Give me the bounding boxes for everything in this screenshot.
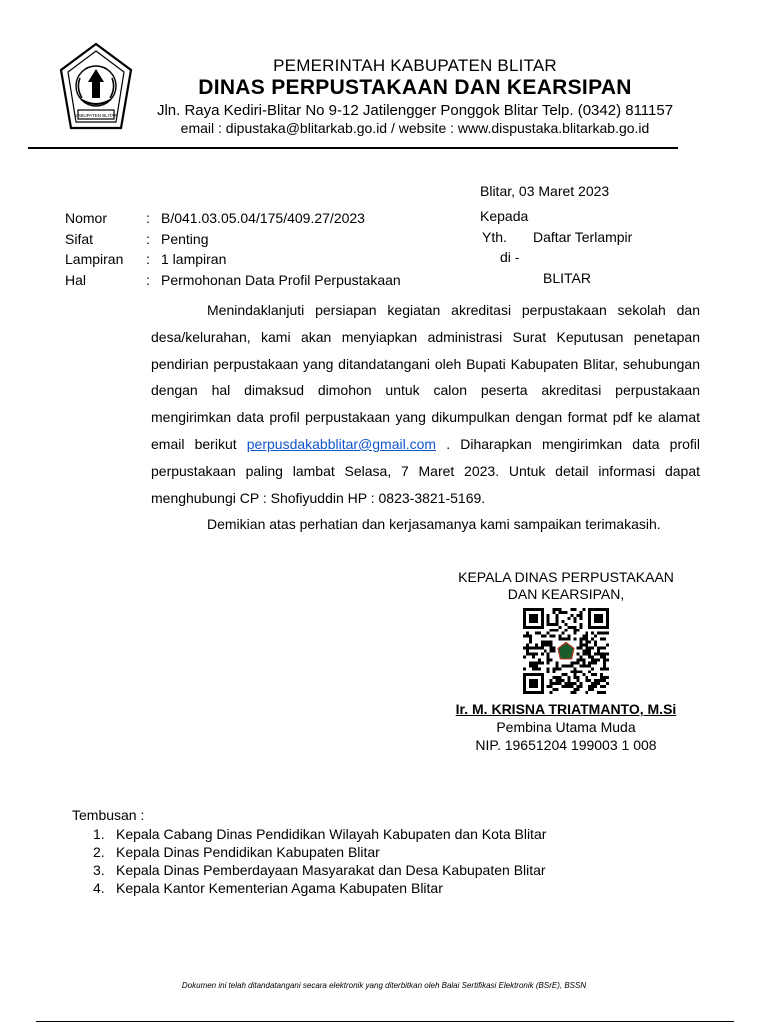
- qr-code-icon: [523, 608, 609, 694]
- body-paragraph-1: [151, 297, 700, 511]
- addressee-yth: Yth.: [482, 229, 507, 245]
- body-p1-tail: . Diharapkan mengirimkan data profil perpustakaan paling lambat Selasa, 7 Maret 2023. Untuk detail informasi dapat menghubungi CP : Shofiyuddin HP : 0823-3821-5169.: [151, 435, 700, 506]
- signatory-name: Ir. M. KRISNA TRIATMANTO, M.Si: [455, 701, 677, 717]
- signature-title: [420, 569, 712, 603]
- meta-key: Lampiran: [65, 251, 124, 267]
- signature-title-line1: KEPALA DINAS PERPUSTAKAAN: [458, 569, 674, 585]
- list-text: Kepala Dinas Pemberdayaan Masyarakat dan Desa Kabupaten Blitar: [116, 862, 546, 878]
- signature-title-line2: DAN KEARSIPAN,: [507, 586, 625, 602]
- meta-colon: :: [146, 230, 150, 247]
- tembusan-title: Tembusan :: [72, 807, 145, 823]
- addressee-di: di -: [500, 249, 520, 265]
- meta-value: 1 lampiran: [161, 251, 227, 267]
- addressee-city: BLITAR: [543, 270, 591, 286]
- addressee-kepada: Kepada: [480, 208, 529, 224]
- list-text: Kepala Dinas Pendidikan Kabupaten Blitar: [116, 844, 380, 860]
- list-item: [93, 879, 546, 897]
- meta-value: Penting: [161, 230, 209, 247]
- email-link[interactable]: perpusdakabblitar@gmail.com: [246, 435, 437, 452]
- list-text: Kepala Kantor Kementerian Agama Kabupaten Blitar: [116, 880, 443, 896]
- list-text: Kepala Cabang Dinas Pendidikan Wilayah Kabupaten dan Kota Blitar: [116, 826, 547, 842]
- meta-colon: :: [146, 271, 150, 288]
- signatory-nip: NIP. 19651204 199003 1 008: [475, 737, 657, 753]
- letterhead-address: Jln. Raya Kediri-Blitar No 9-12 Jatilengger Ponggok Blitar Telp. (0342) 811157: [156, 102, 674, 119]
- letterhead-rule: [28, 147, 678, 149]
- list-number: 3.: [93, 862, 105, 878]
- body-p1-text: Menindaklanjuti persiapan kegiatan akreditasi perpustakaan sekolah dan desa/kelurahan, kami akan menyiapkan administrasi Surat Keputusan penetapan pendirian perpustakaan yang ditandatangani oleh Bupati Kabupaten Blitar, sehubungan dengan hal dimaksud dimohon untuk calon peserta akreditasi perpustakaan mengirimkan data profil perpustakaan yang dikumpulkan dengan format pdf ke alamat email berikut: [151, 302, 700, 452]
- list-item: [93, 843, 546, 861]
- addressee-recipient: Daftar Terlampir: [533, 229, 633, 245]
- meta-key: Sifat: [65, 230, 94, 247]
- letterhead-agency: DINAS PERPUSTAKAAN DAN KEARSIPAN: [198, 76, 632, 99]
- meta-colon: :: [146, 251, 150, 267]
- crest-ribbon-text: KABUPATEN BLITAR: [74, 113, 118, 118]
- list-number: 1.: [93, 826, 105, 842]
- list-number: 4.: [93, 880, 105, 896]
- body-paragraph-2: Demikian atas perhatian dan kerjasamanya kami sampaikan terimakasih.: [207, 516, 661, 533]
- meta-value: Permohonan Data Profil Perpustakaan: [161, 271, 401, 288]
- letter-body: [151, 297, 700, 538]
- list-number: 2.: [93, 844, 105, 860]
- crest-ribbon: [58, 42, 134, 132]
- meta-colon: :: [146, 210, 150, 226]
- letterhead-contact: email : dipustaka@blitarkab.go.id / website : www.dispustaka.blitarkab.go.id: [180, 120, 650, 136]
- meta-value: B/041.03.05.04/175/409.27/2023: [161, 210, 365, 226]
- footer-rule: [36, 1021, 734, 1022]
- meta-key: Hal: [65, 271, 87, 288]
- list-item: [93, 861, 546, 879]
- letter-date: Blitar, 03 Maret 2023: [480, 183, 610, 199]
- signatory-rank: Pembina Utama Muda: [496, 719, 636, 735]
- e-signature-note: Dokumen ini telah ditandatangani secara elektronik yang diterbitkan oleh Balai Sertifikasi Elektronik (BSrE), BSSN: [181, 981, 587, 990]
- letterhead-government: PEMERINTAH KABUPATEN BLITAR: [273, 56, 557, 75]
- tembusan-list: [93, 825, 546, 897]
- list-item: [93, 825, 546, 843]
- meta-key: Nomor: [65, 210, 108, 226]
